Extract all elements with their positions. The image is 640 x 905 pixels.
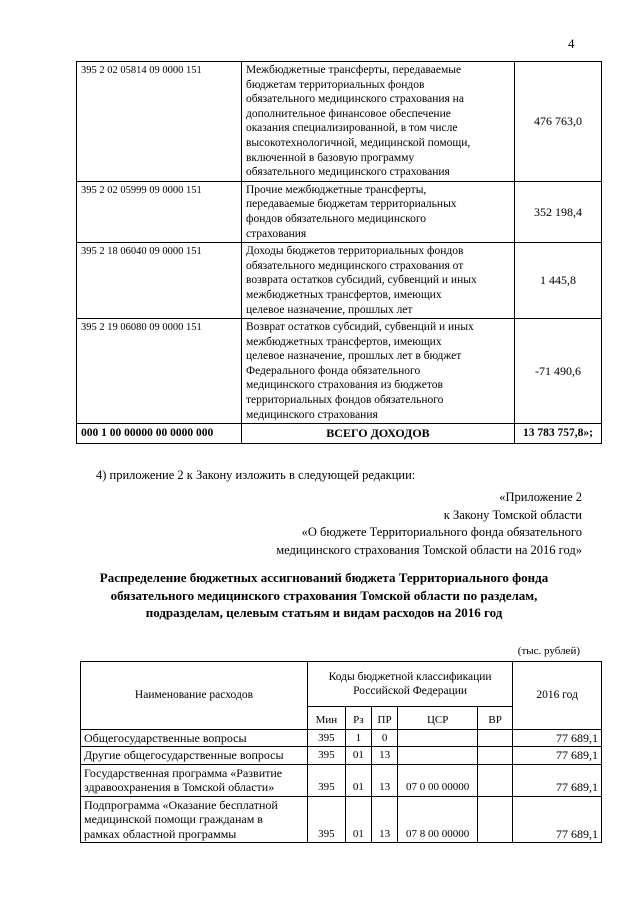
expense-table [80,661,602,843]
income-code: 395 2 02 05999 09 0000 151 [77,181,242,242]
income-total-row [77,424,602,444]
appendix-line: «О бюджете Территориального фонда обязательного [301,525,582,539]
income-row [77,181,602,242]
desc-line: территориальных фондов обязательного [246,394,444,407]
subheader-pr: ПР [371,707,397,730]
name-line: Государственная программа «Развитие [84,765,283,780]
units-label: (тыс. рублей) [517,645,580,657]
expense-min: 395 [307,729,345,747]
desc-line: межбюджетных трансфертов, имеющих [246,335,442,348]
desc-line: включенной в базовую программу [246,151,415,164]
total-label: ВСЕГО ДОХОДОВ [242,424,515,444]
expense-header-row [81,662,602,707]
expense-amount: 77 689,1 [513,764,602,796]
expense-amount: 77 689,1 [513,747,602,765]
income-description [242,243,515,319]
income-amount: 1 445,8 [515,243,602,319]
name-line: здравоохранения в Томской области» [84,780,275,794]
expense-row [81,764,602,796]
name-line: Другие общегосударственные вопросы [84,748,284,762]
appendix-line: к Закону Томской области [443,507,582,522]
subheader-rz: Рз [345,707,371,730]
desc-line: медицинского страхования [246,408,378,421]
expense-amount: 77 689,1 [513,729,602,747]
document-title [92,569,556,622]
subheader-min: Мин [307,707,345,730]
income-description [242,319,515,424]
desc-line: медицинского страхования из бюджетов [246,379,443,392]
expense-vr [478,729,513,747]
total-code: 000 1 00 00000 00 0000 000 [77,424,242,444]
desc-line: страхования [246,227,307,240]
desc-line: Доходы бюджетов территориальных фондов [246,245,464,258]
income-table [76,61,602,444]
expense-name [81,729,308,747]
expense-csr [398,747,478,765]
desc-line: межбюджетных трансфертов, имеющих [246,288,442,301]
income-amount: -71 490,6 [515,319,602,424]
expense-csr [398,729,478,747]
expense-pr: 0 [371,729,397,747]
expense-row [81,747,602,765]
desc-line: Межбюджетные трансферты, передаваемые [246,64,462,76]
appendix-header [276,489,582,559]
income-code: 395 2 02 05814 09 0000 151 [77,62,242,182]
subheader-csr: ЦСР [398,707,478,730]
page-number: 4 [568,36,575,51]
desc-line: дополнительное финансовое обеспечение [246,107,451,120]
title-line: обязательного медицинского страхования Томской области по разделам, [110,587,538,603]
desc-line: обязательного медицинского страхования от [246,259,464,272]
expense-vr [478,796,513,843]
expense-min: 395 [307,764,345,796]
appendix-line: медицинского страхования Томской области на 2016 год» [276,542,582,557]
desc-line: оказания специализированной, в том числе [246,122,458,135]
income-code: 395 2 18 06040 09 0000 151 [77,243,242,319]
income-row [77,319,602,424]
expense-name [81,764,308,796]
desc-line: обязательного медицинского страхования на [246,93,464,106]
subheader-vr: ВР [478,707,513,730]
expense-name [81,747,308,765]
name-line: медицинской помощи гражданам в [84,812,263,826]
desc-line: возврата остатков субсидий, субвенций и иных [246,274,477,287]
income-description [242,62,515,182]
expense-vr [478,747,513,765]
income-row [77,243,602,319]
expense-name [81,796,308,843]
desc-line: Возврат остатков субсидий, субвенций и иных [246,321,474,334]
desc-line: высокотехнологичной, медицинской помощи, [246,136,471,149]
name-line: рамках областной программы [84,826,237,841]
income-amount: 352 198,4 [515,181,602,242]
header-name: Наименование расходов [81,662,308,730]
appendix-line: «Приложение 2 [499,490,582,504]
desc-line: обязательного медицинского страхования [246,166,450,179]
expense-pr: 13 [371,747,397,765]
header-codes-line: Российской Федерации [353,685,468,697]
total-amount: 13 783 757,8»; [515,424,602,444]
desc-line: передаваемые бюджетам территориальных [246,198,457,211]
expense-csr: 07 0 00 00000 [398,764,478,796]
income-row [77,62,602,182]
desc-line: Федерального фонда обязательного [246,364,421,377]
expense-vr [478,764,513,796]
expense-amount: 77 689,1 [513,796,602,843]
header-codes-line: Коды бюджетной классификации [328,670,492,683]
expense-row [81,796,602,843]
title-line: подразделам, целевым статьям и видам расходов на 2016 год [145,605,503,620]
expense-row [81,729,602,747]
income-description [242,181,515,242]
expense-min: 395 [307,796,345,843]
desc-line: целевое назначение, прошлых лет [246,303,413,316]
desc-line: целевое назначение, прошлых лет в бюджет [246,350,462,363]
name-line: Подпрограмма «Оказание бесплатной [84,797,278,812]
expense-min: 395 [307,747,345,765]
expense-pr: 13 [371,796,397,843]
income-amount: 476 763,0 [515,62,602,182]
expense-rz: 1 [345,729,371,747]
desc-line: Прочие межбюджетные трансферты, [246,183,427,196]
desc-line: фондов обязательного медицинского [246,212,427,225]
expense-rz: 01 [345,747,371,765]
expense-csr: 07 8 00 00000 [398,796,478,843]
amendment-text: 4) приложение 2 к Закону изложить в следующей редакции: [96,468,416,482]
expense-pr: 13 [371,764,397,796]
header-codes [307,662,512,707]
expense-rz: 01 [345,796,371,843]
title-line: Распределение бюджетных ассигнований бюджета Территориального фонда [99,570,549,585]
expense-rz: 01 [345,764,371,796]
name-line: Общегосударственные вопросы [84,730,247,745]
desc-line: бюджетам территориальных фондов [246,78,425,91]
header-year: 2016 год [513,662,602,730]
income-code: 395 2 19 06080 09 0000 151 [77,319,242,424]
